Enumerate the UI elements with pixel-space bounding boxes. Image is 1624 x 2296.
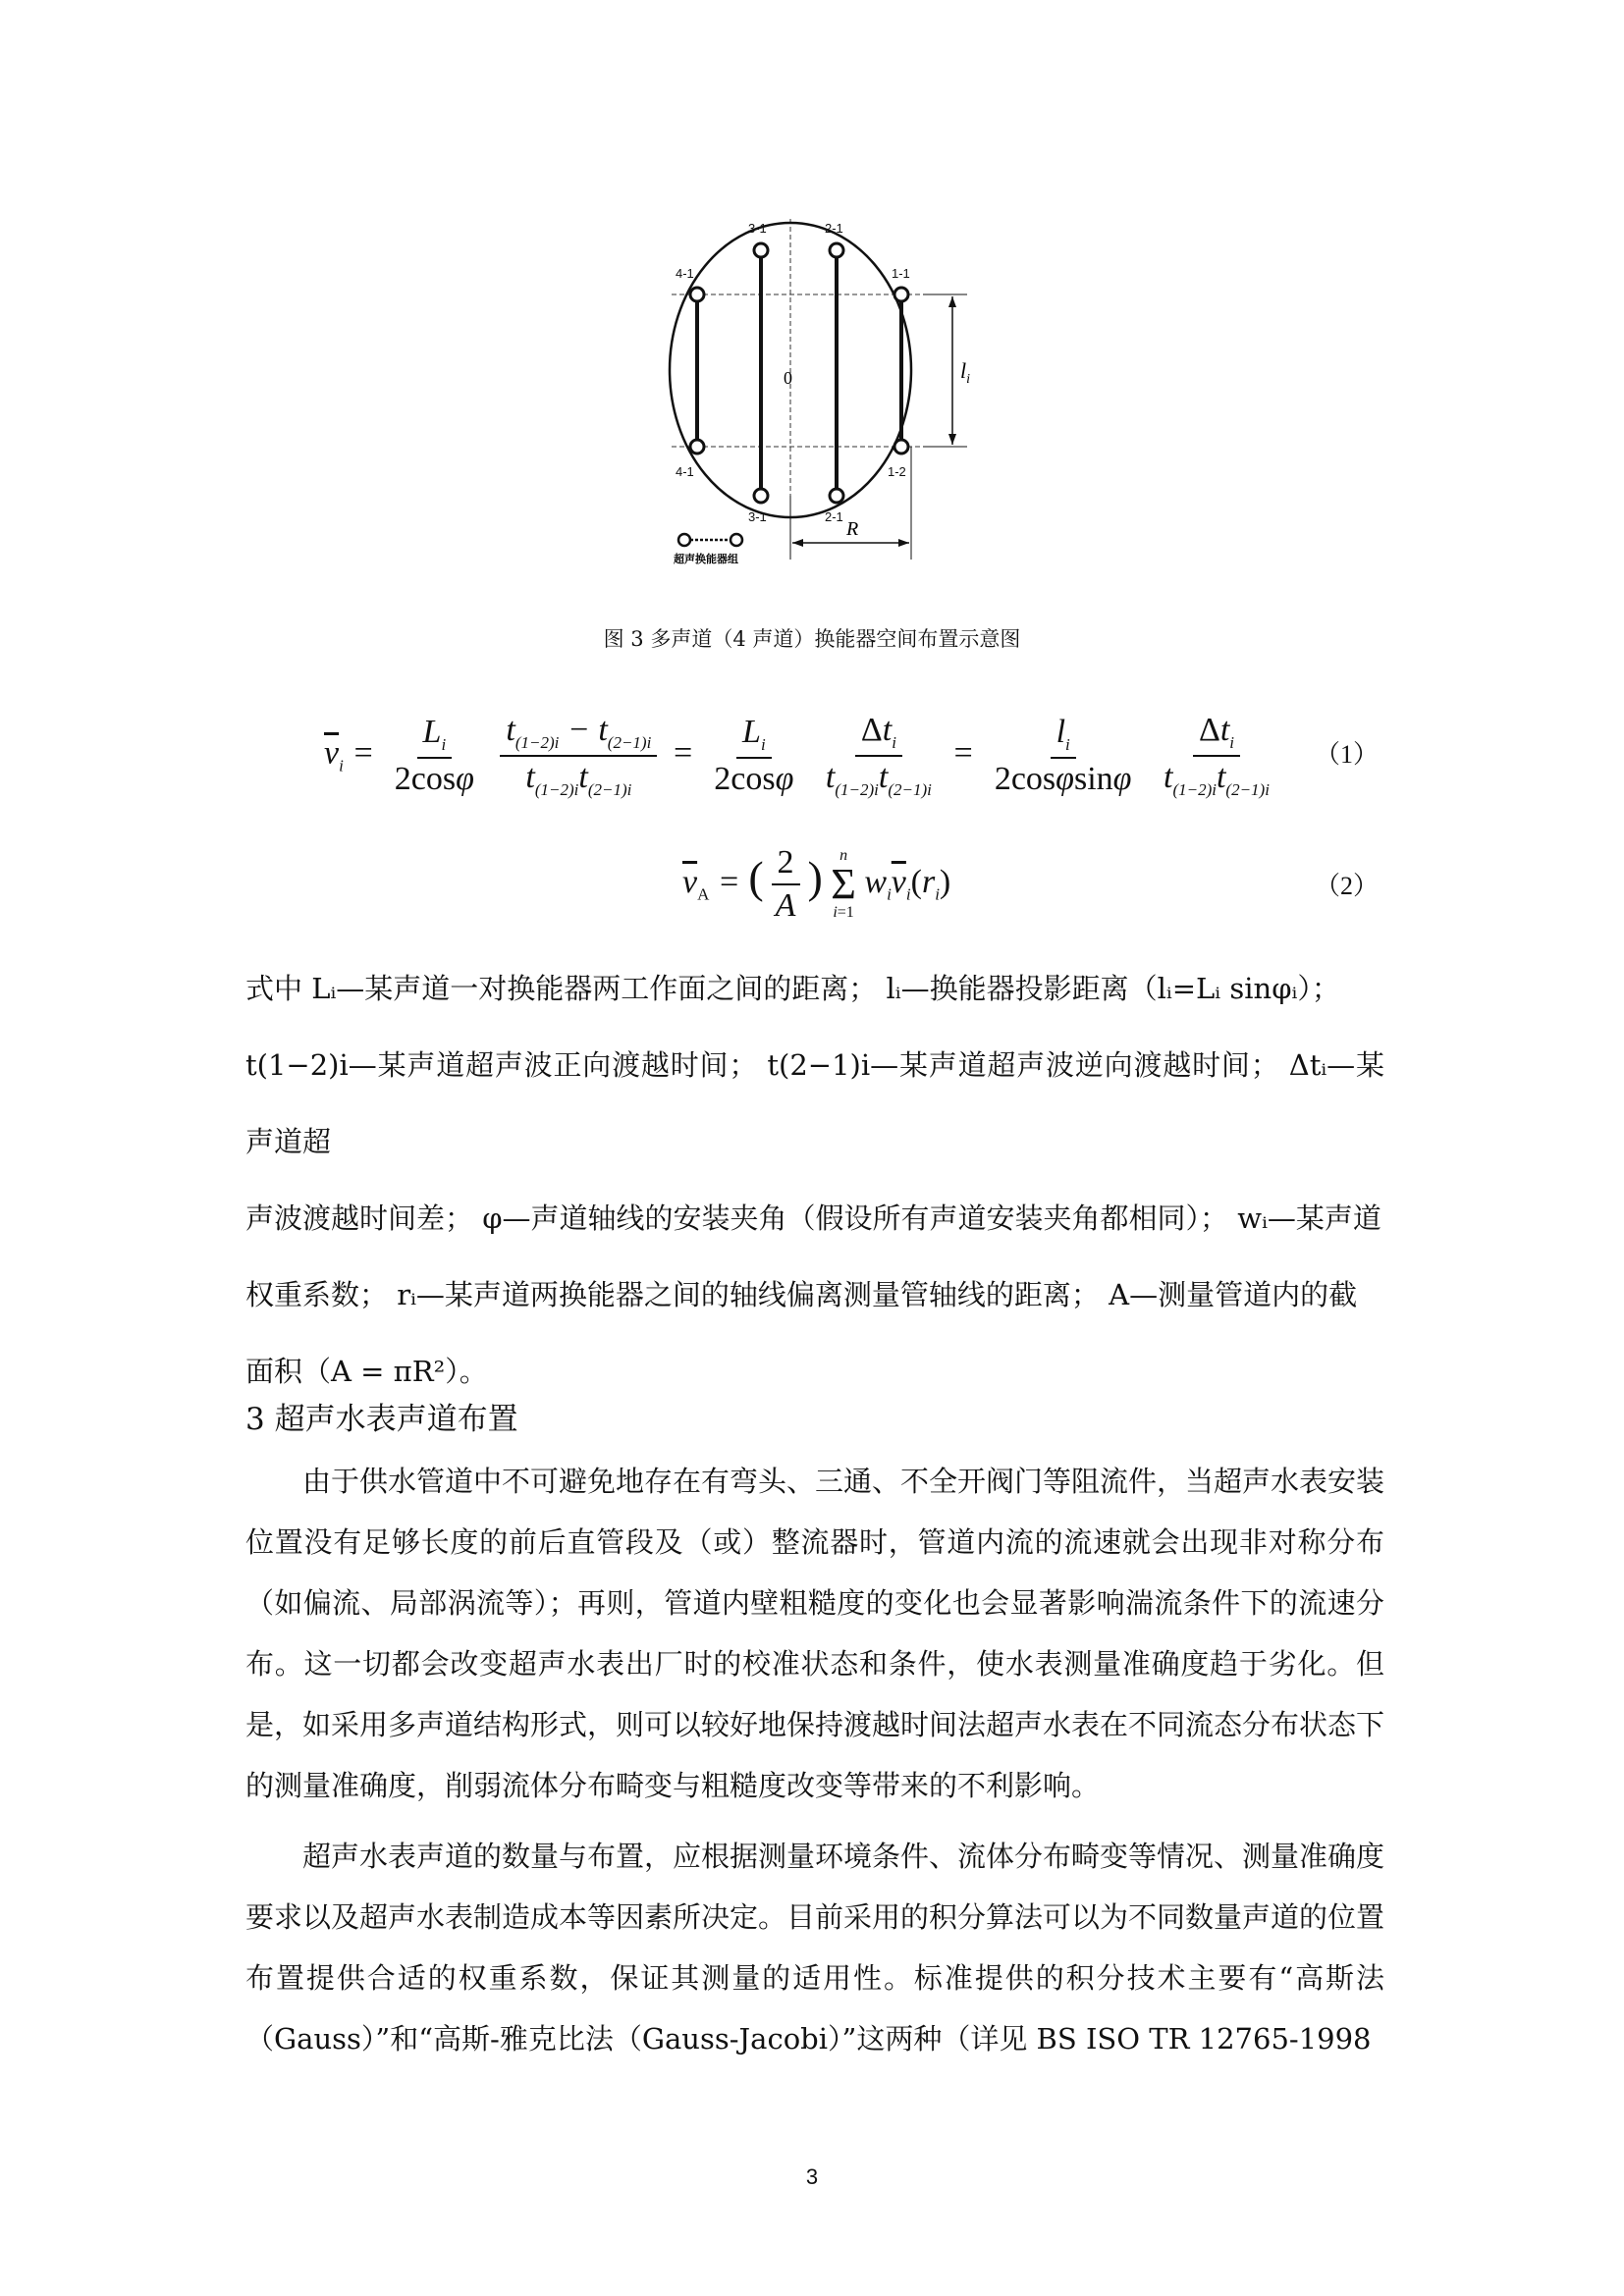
definition-line-1: 式中 Lᵢ—某声道一对换能器两工作面之间的距离； lᵢ—换能器投影距离（lᵢ=Lᵢ sinφᵢ）； <box>245 972 1340 1005</box>
label-4-1-bottom: 4-1 <box>676 464 694 479</box>
equation-2: $\overline{v}_A$ = ( $\frac{2}{A}$ ) n Σ i=1 $w_i\overline{v}_i(r_i)$ <box>682 844 951 924</box>
definition-line-3: 声波渡越时间差； φ—声道轴线的安装夹角（假设所有声道安装夹角都相同）； wᵢ—某声道 <box>245 1201 1381 1235</box>
variable-definitions <box>245 950 1384 1410</box>
figure-caption: 图 3 多声道（4 声道）换能器空间布置示意图 <box>603 627 1021 651</box>
label-2-1-top: 2-1 <box>825 221 843 236</box>
label-4-1-top: 4-1 <box>676 266 694 281</box>
legend-label: 超声换能器组 <box>674 553 738 565</box>
definition-line-2: t(1−2)i—某声道超声波正向渡越时间； t(2−1)i—某声道超声波逆向渡越时间； Δtᵢ—某声道超 <box>245 1048 1384 1158</box>
paragraph-1: 由于供水管道中不可避免地存在有弯头、三通、不全开阀门等阻流件，当超声水表安装位置没有足够长度的前后直管段及（或）整流器时，管道内流的流速就会出现非对称分布（如偏流、局部涡流等）；再则，管道内壁粗糙度的变化也会显著影响湍流条件下的流速分布。这一切都会改变超声水表出厂时的校准状态和条件，使水表测量准确度趋于劣化。但是，如采用多声道结构形式，则可以较好地保持渡越时间法超声水表在不同流态分布状态下的测量准确度，削弱流体分布畸变与粗糙度改变等带来的不利影响。 <box>245 1465 1385 1802</box>
section-heading: 3 超声水表声道布置 <box>245 1402 518 1437</box>
label-1-1-top: 1-1 <box>892 266 910 281</box>
paragraph-2: 超声水表声道的数量与布置，应根据测量环境条件、流体分布畸变等情况、测量准确度要求以及超声水表制造成本等因素所决定。目前采用的积分算法可以为不同数量声道的位置布置提供合适的权重系数，保证其测量的适用性。标准提供的积分技术主要有“高斯法（Gauss）”和“高斯-雅克比法（Gauss-Jacobi）”这两种（详见 BS ISO TR 12765-1998 <box>245 1840 1385 2056</box>
definition-line-4: 权重系数； rᵢ—某声道两换能器之间的轴线偏离测量管轴线的距离； A—测量管道内的截 <box>245 1278 1358 1311</box>
label-1-2-bottom: 1-2 <box>888 464 906 479</box>
definition-line-5: 面积（A = πR²）。 <box>245 1355 488 1388</box>
center-label: 0 <box>784 368 792 388</box>
label-3-1-top: 3-1 <box>748 221 767 236</box>
equation-1-number: （1） <box>1314 740 1379 769</box>
transducer-layout-figure <box>628 201 971 565</box>
dimension-r-label: R <box>846 518 859 540</box>
page-number: 3 <box>805 2164 819 2189</box>
equation-2-number: （2） <box>1314 872 1379 900</box>
label-2-1-bottom: 2-1 <box>825 509 843 524</box>
equation-1: $\overline{v}_i$ = $\frac{L_i}{2\cos\varphi}$ $\frac{t_{(1-2)i} - t_{(2-1)i}}{t_{(1-2)i}t_{(2-1)i}}$ = $\frac{L_i}{2\cos\varphi}$ $\frac{\Delta t_i}{t_{(1-2)i}t_{(2-1)i}}$ = $\frac{l_i}{2\cos\varphi\sin\varphi}$ $\frac{\Delta t_i}{t_{(1-2)i}t_{(2-1)i}}$ <box>324 712 1270 799</box>
dimension-l-label: $l_i$ <box>960 358 971 387</box>
label-3-1-bottom: 3-1 <box>748 509 767 524</box>
